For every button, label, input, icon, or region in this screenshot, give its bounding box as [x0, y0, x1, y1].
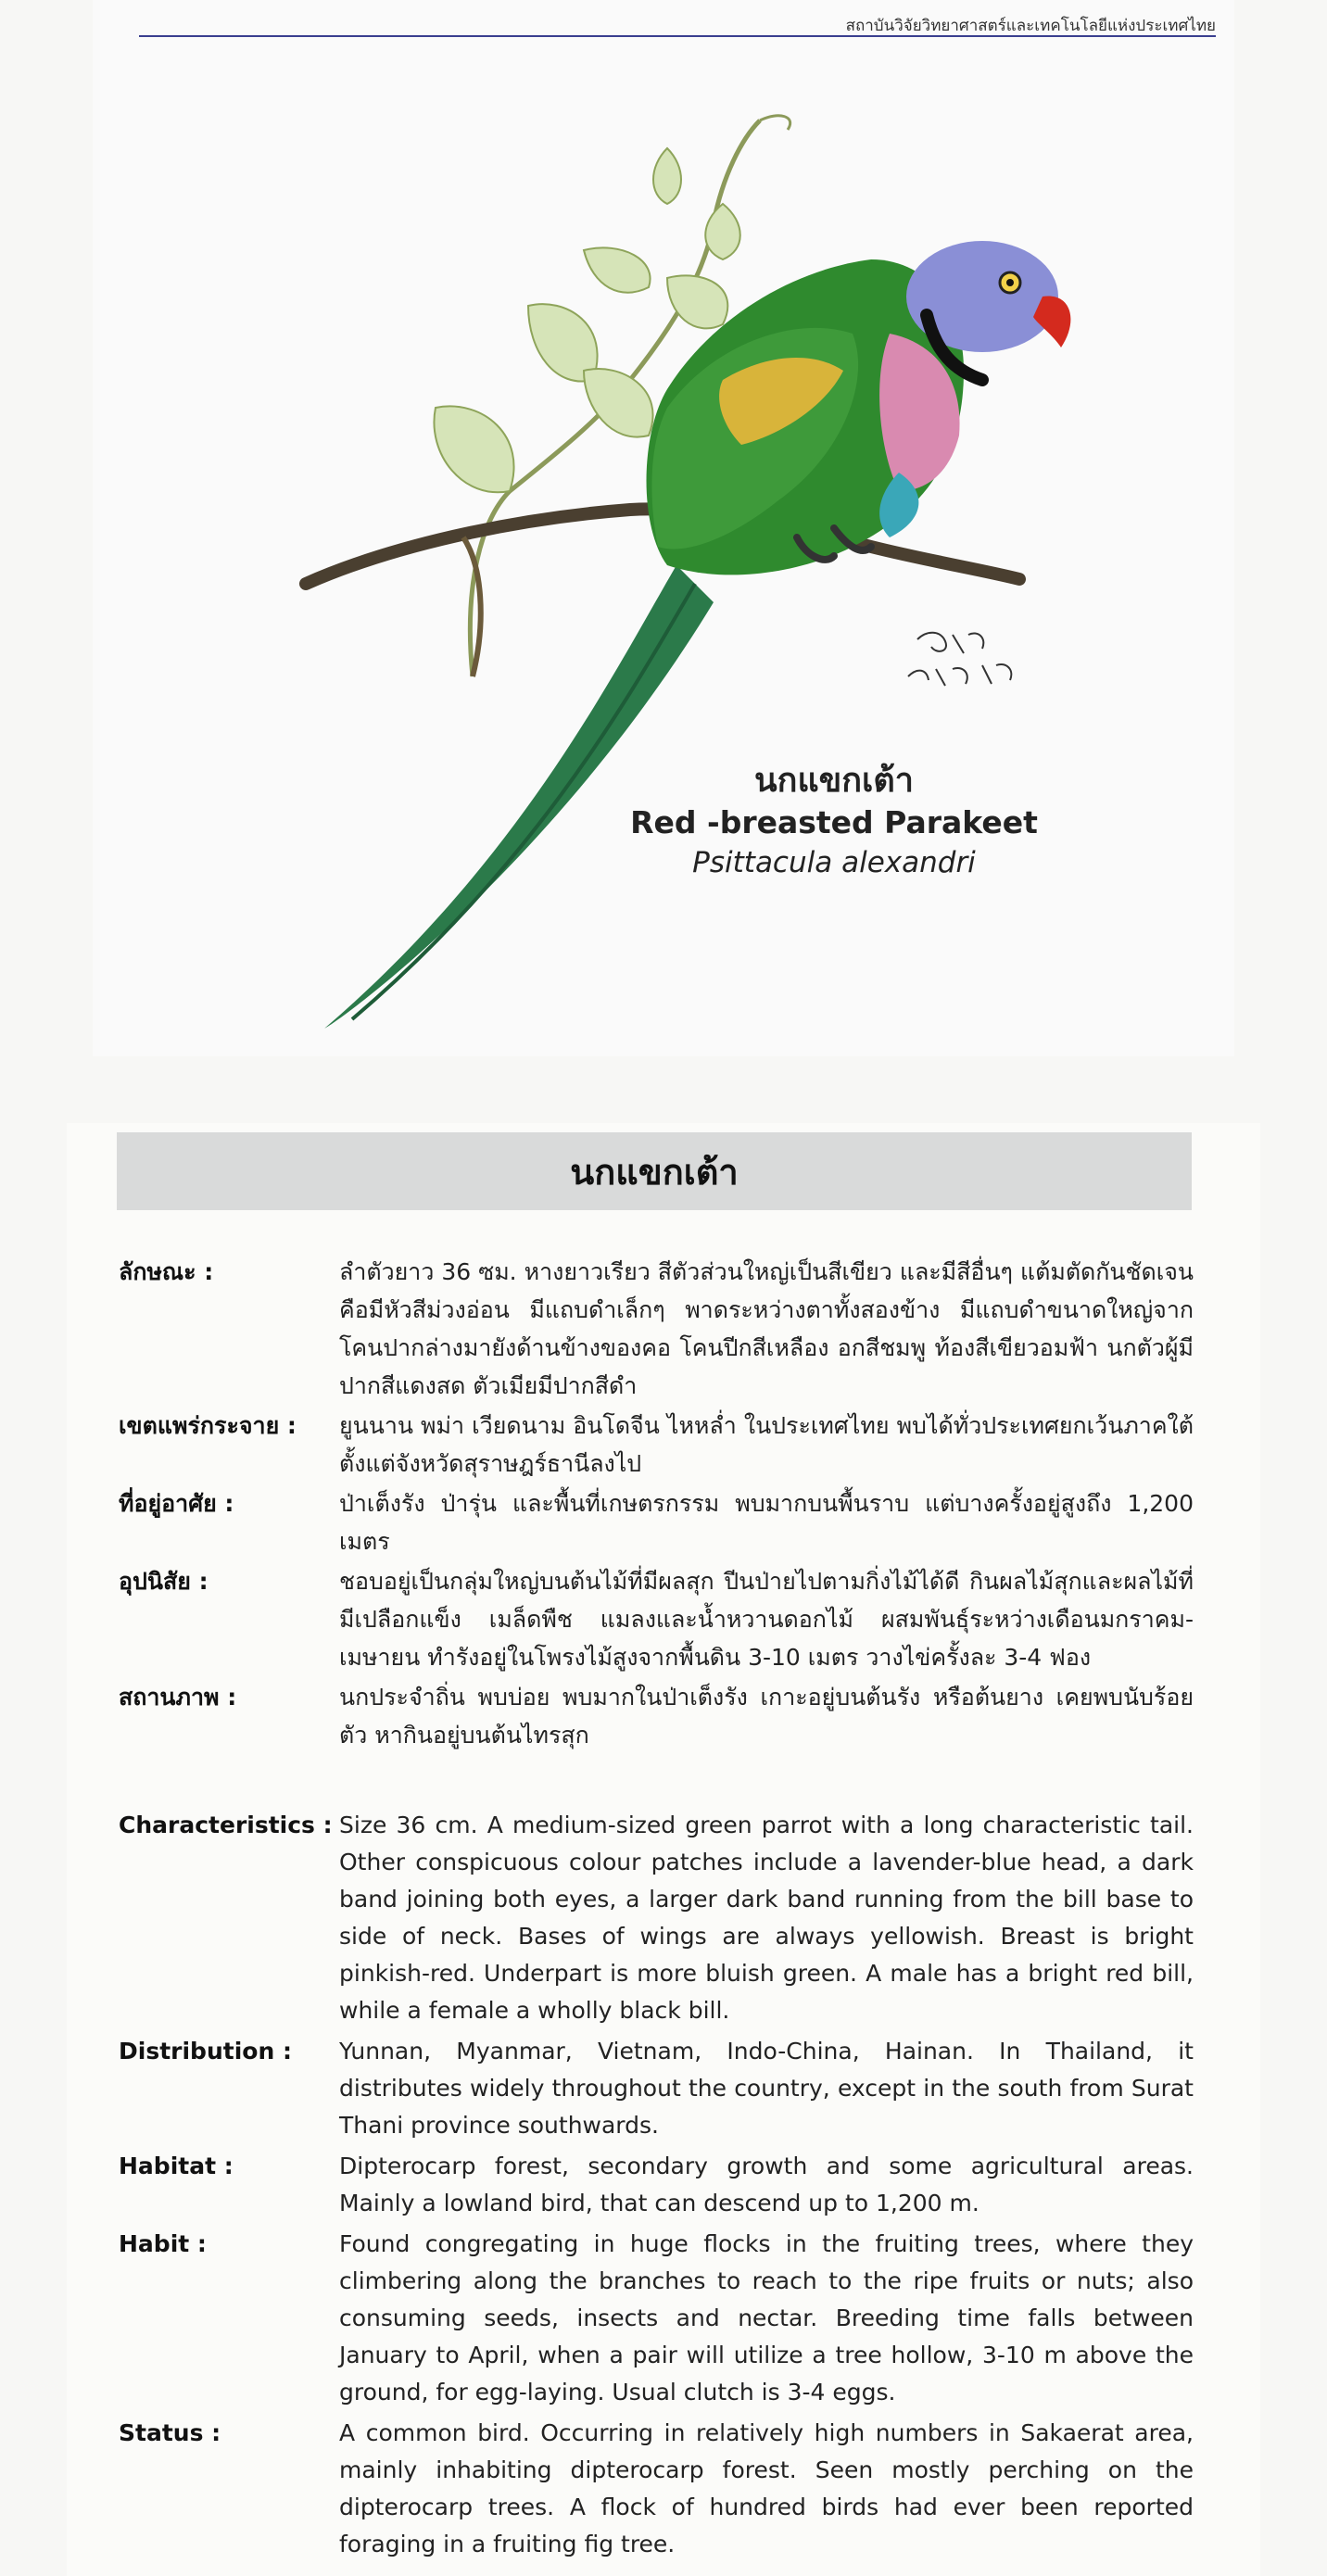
english-text: Size 36 cm. A medium-sized green parrot with a long characteristic tail. Other conspicuous colour patches include a lavender-blue head, a dark band joining both eyes, a larger dark band running from the bill base to side of neck. Bases of wings are always yellowish. Breast is bright pinkish-red. Underpart is more bluish green. A male has a bright red bill, while a female a wholly black bill. [339, 1812, 1194, 2024]
english-row-habitat [119, 2148, 1194, 2222]
description-title-bar [117, 1132, 1192, 1210]
thai-text: นกประจำถิ่น พบบ่อย พบมากในป่าเต็งรัง เกาะอยู่บนต้นรัง หรือต้นยาง เคยพบนับร้อยตัว หากินอยู่บนต้นไทรสุก [339, 1684, 1194, 1749]
english-row-characteristics [119, 1807, 1194, 2029]
english-label: Status : [119, 2419, 221, 2446]
thai-row-habit [119, 1562, 1194, 1676]
thai-label: ที่อยู่อาศัย : [119, 1490, 234, 1517]
header-rule [139, 35, 1216, 37]
artist-signature [908, 633, 1011, 686]
english-row-habit [119, 2226, 1194, 2411]
english-label: Characteristics : [119, 1812, 333, 1838]
thai-description [119, 1253, 1194, 1756]
english-description [119, 1807, 1194, 2567]
thai-text: ชอบอยู่เป็นกลุ่มใหญ่บนต้นไม้ที่มีผลสุก ปีนป่ายไปตามกิ่งไม้ได้ดี กินผลไม้สุกและผลไม้ที่มีเปลือกแข็ง เมล็ดพืช แมลงและน้ำหวานดอกไม้ ผสมพันธุ์ระหว่างเดือนมกราคม-เมษายน ทำรังอยู่ในโพรงไม้สูงจากพื้นดิน 3-10 เมตร วางไข่ครั้งละ 3-4 ฟอง [339, 1568, 1194, 1671]
english-row-status [119, 2415, 1194, 2563]
thai-text: ป่าเต็งรัง ป่ารุ่น และพื้นที่เกษตรกรรม พบมากบนพื้นราบ แต่บางครั้งอยู่สูงถึง 1,200 เมตร [339, 1490, 1194, 1555]
header-institution: สถาบันวิจัยวิทยาศาสตร์และเทคโนโลยีแห่งประเทศไทย [845, 17, 1216, 35]
thai-text: ยูนนาน พม่า เวียดนาม อินโดจีน ไหหล่ำ ในประเทศไทย พบได้ทั่วประเทศยกเว้นภาคใต้ ตั้งแต่จังหวัดสุราษฎร์ธานีลงไป [339, 1412, 1194, 1477]
thai-label: ลักษณะ : [119, 1258, 214, 1285]
thai-row-habitat [119, 1484, 1194, 1560]
plate-title-block [602, 760, 1066, 882]
thai-label: เขตแพร่กระจาย : [119, 1412, 297, 1439]
english-row-distribution [119, 2033, 1194, 2144]
vine-tendril [760, 116, 790, 130]
english-label: Habitat : [119, 2153, 234, 2179]
parakeet-illustration [278, 102, 1075, 1047]
thai-text: ลำตัวยาว 36 ซม. หางยาวเรียว สีตัวส่วนใหญ่เป็นสีเขียว และมีสีอื่นๆ แต้มตัดกันชัดเจน คือมีหัวสีม่วงอ่อน มีแถบดำเล็กๆ พาดระหว่างตาทั้งสองข้าง มีแถบดำขนาดใหญ่จากโคนปากล่างมายังด้านข้างของคอ โคนปีกสีเหลือง อกสีชมพู ท้องสีเขียวอมฟ้า นกตัวผู้มีปากสีแดงสด ตัวเมียมีปากสีดำ [339, 1258, 1194, 1399]
thai-row-distribution [119, 1407, 1194, 1483]
thai-label: อุปนิสัย : [119, 1568, 209, 1595]
thai-label: สถานภาพ : [119, 1684, 237, 1711]
plate-scientific-name: Psittacula alexandri [692, 846, 976, 879]
english-text: A common bird. Occurring in relatively high numbers in Sakaerat area, mainly inhabiting dipterocarp forest. Seen mostly perching on the dipterocarp trees. A flock of hundred birds had ever been reported foraging in a fruiting fig tree. [339, 2419, 1194, 2557]
english-text: Yunnan, Myanmar, Vietnam, Indo-China, Hainan. In Thailand, it distributes widely throughout the country, except in the south from Surat Thani province southwards. [339, 2038, 1194, 2139]
plate-english-name: Red -breasted Parakeet [630, 804, 1038, 840]
description-title: นกแขกเต้า [570, 1151, 739, 1193]
plate-thai-name: นกแขกเต้า [754, 762, 914, 800]
thai-row-characteristics [119, 1253, 1194, 1405]
english-text: Found congregating in huge flocks in the fruiting trees, where they climbering along the branches to reach to the ripe fruits or nuts; also consuming seeds, insects and nectar. Breeding time falls between January to April, when a pair will utilize a tree hollow, 3-10 m above the ground, for egg-laying. Usual clutch is 3-4 eggs. [339, 2230, 1194, 2406]
english-label: Distribution : [119, 2038, 292, 2065]
english-text: Dipterocarp forest, secondary growth and some agricultural areas. Mainly a lowland bird, that can descend up to 1,200 m. [339, 2153, 1194, 2216]
thai-row-status [119, 1678, 1194, 1754]
english-label: Habit : [119, 2230, 207, 2257]
